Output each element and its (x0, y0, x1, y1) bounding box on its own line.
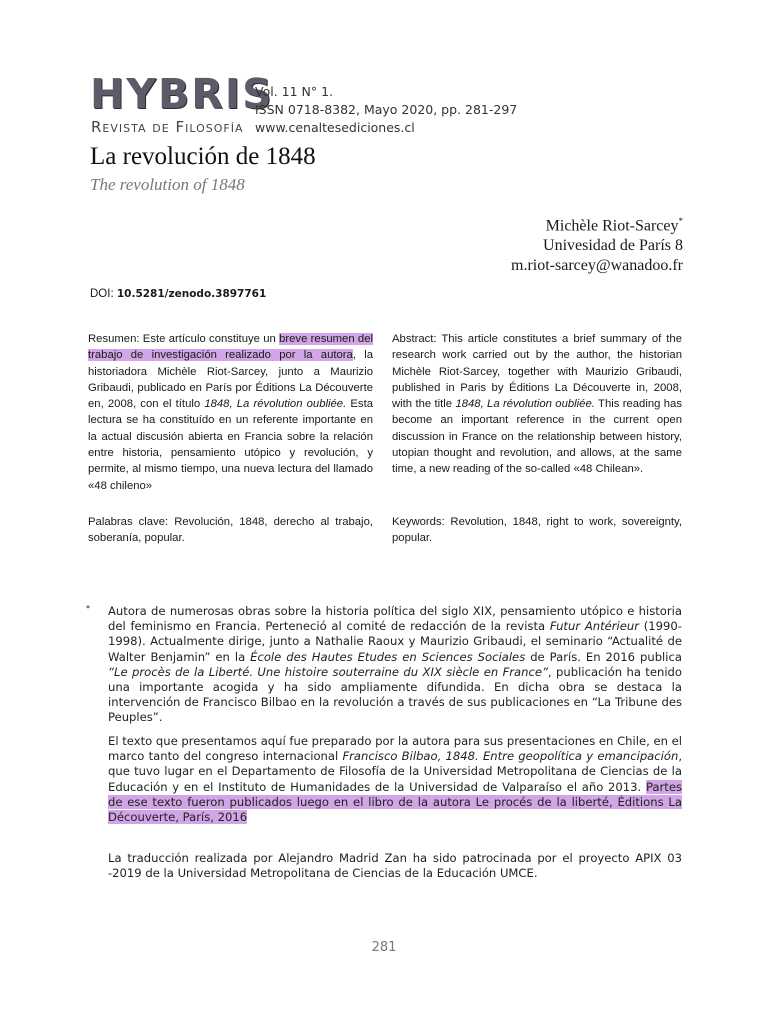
footnote-mark: * (86, 604, 90, 613)
abstract-paragraph: Abstract: This article constitutes a brief summary of the research work carried out by the author, the historian Michèle Riot-Sarcey, together with Maurizio Gribaudi, published in Paris by Éditions La Découverte in, 2008, with the title 1848, La révolution oubliée. This reading has become an important reference in the current open discussion in France on the relationship between history, utopian thought and revolution, and allows, at the same time, a new reading of the so-called «48 Chilean». (392, 333, 682, 476)
journal-info (255, 83, 517, 137)
author-affiliation: Univesidad de París 8 (543, 237, 683, 255)
journal-logo: HYBRIS (90, 70, 274, 118)
page-number: 281 (371, 940, 397, 955)
doi-link[interactable]: 10.5281/zenodo.3897761 (116, 288, 267, 300)
author-email[interactable]: m.riot-sarcey@wanadoo.fr (511, 257, 683, 275)
highlighted-text: breve resumen del trabajo de investigación realizado por la autora (88, 333, 373, 362)
footnote-paragraph-1: Autora de numerosas obras sobre la historia política del siglo XIX, pensamiento utópico e historia del feminismo en Francia. Perteneció al comité de redacción de la revista Futur Antérieur (1990-1998). Actualmente dirige, junto a Nathalie Raoux y Maurizio Gribaudi, el seminario “Actualité de Walter Benjamin” en la École des Hautes Etudes en Sciences Sociales de París. En 2016 publica “Le procès de la Liberté. Une histoire souterraine du XIX siècle en France”, publicación ha tenido una importante acogida y ha sido ampliamente difundida. En dicha obra se destaca la intervención de Francisco Bilbao en la revolución a través de sus publicaciones en “La Tribune des Peuples”. (108, 604, 683, 725)
issn-line: ISSN 0718-8382, Mayo 2020, pp. 281-297 (255, 102, 518, 117)
author-footnote-mark: * (678, 216, 683, 226)
footnote-paragraph-2: El texto que presentamos aquí fue preparado por la autora para sus presentaciones en Chile, en el marco tanto del congreso internacional Francisco Bilbao, 1848. Entre geopolítica y emancipación, que tuvo lugar en el Departamento de Filosofía de la Universidad Metropolitana de Ciencias de la Educación y en el Instituto de Humanidades de la Universidad de Valparaíso el año 2013. Partes de ese texto fueron publicados luego en el libro de la autora Le procés de la liberté, Éditions La Découverte, París, 2016 (108, 734, 683, 825)
article-title: La revolución de 1848 (90, 143, 316, 170)
author-name: Michèle Riot-Sarcey* (545, 216, 683, 235)
keywords: Keywords: Revolution, 1848, right to work, sovereignty, popular. (392, 516, 682, 545)
palabras-clave: Palabras clave: Revolución, 1848, derecho al trabajo, soberanía, popular. (88, 516, 373, 545)
resumen-paragraph: Resumen: Este artículo constituye un breve resumen del trabajo de investigación realizado por la autora, la historiadora Michèle Riot-Sarcey, junto a Maurizio Gribaudi, publicado en París por Éditions La Découverte en, 2008, con el título 1848, La révolution oubliée. Esta lectura se ha constituído en un referente importante en la actual discusión abierta en Francia sobre la relación entre historia, pensamiento utópico y revolución, y permite, al mismo tiempo, una nueva lectura del llamado «48 chileno» (88, 333, 374, 492)
highlighted-text: Partes de ese texto fueron publicados luego en el libro de la autora Le procés de la liberté, Éditions La Découverte, París, 2016 (108, 779, 682, 825)
journal-subtitle: Revista de Filosofía (91, 118, 244, 136)
volume-number: Vol. 11 N° 1. (255, 84, 334, 99)
footnote-paragraph-3: La traducción realizada por Alejandro Madrid Zan ha sido patrocinada por el proyecto APIX 03 -2019 de la Universidad Metropolitana de Ciencias de la Educación UMCE. (108, 851, 682, 881)
journal-website[interactable]: www.cenaltesediciones.cl (255, 120, 415, 135)
author-block (511, 211, 683, 276)
doi-line (90, 288, 266, 300)
doi-label: DOI: (90, 288, 114, 300)
article-subtitle: The revolution of 1848 (90, 175, 245, 194)
